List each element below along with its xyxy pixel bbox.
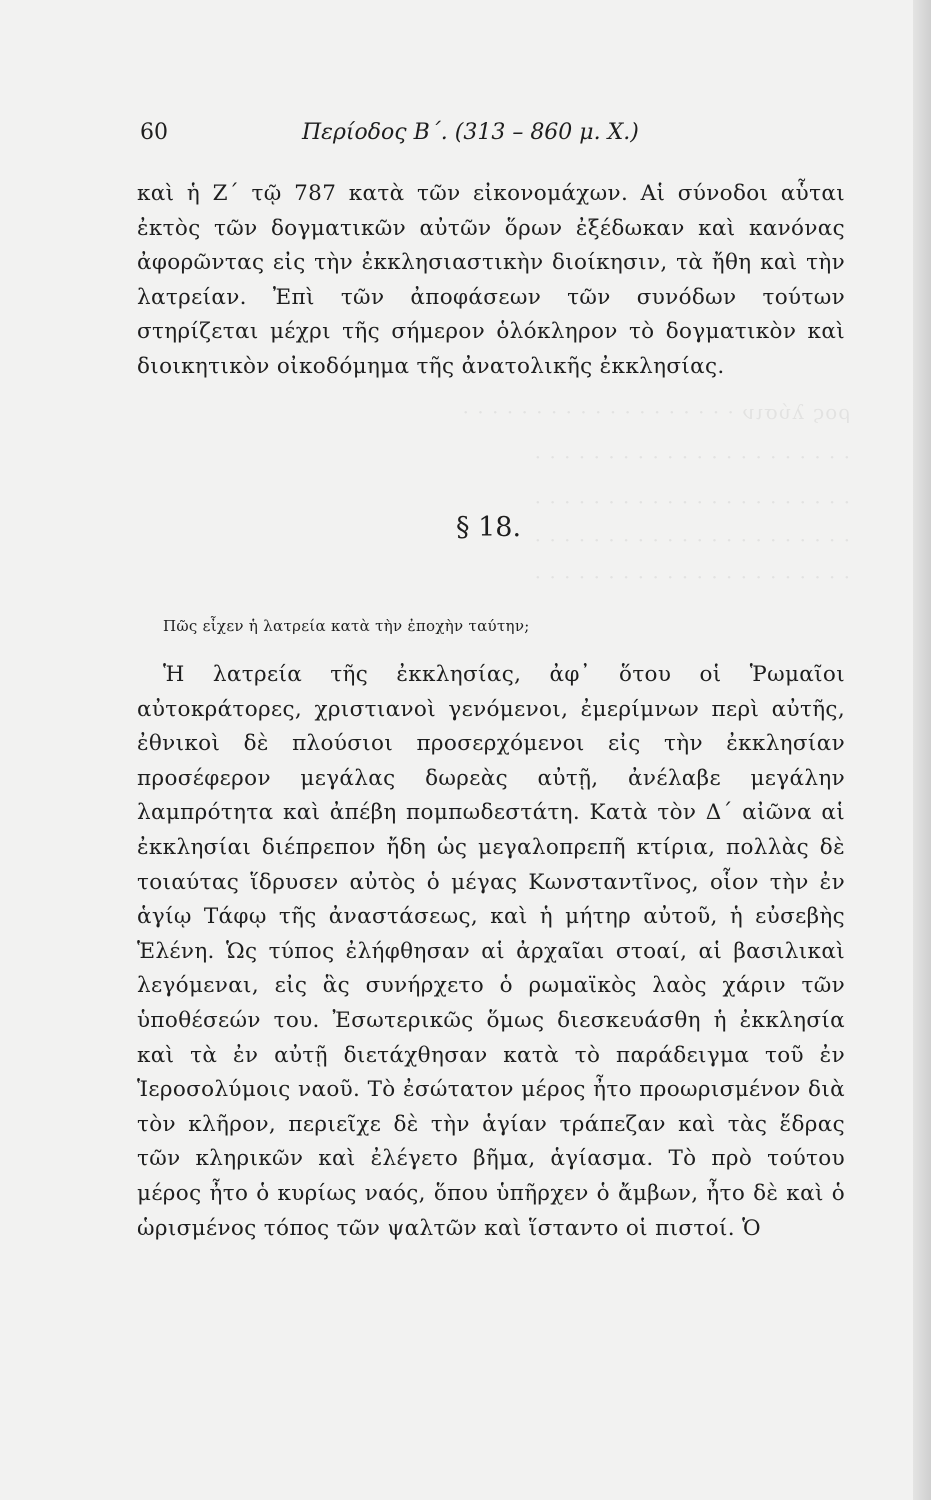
section-heading: § 18. [456,512,522,543]
page-header [140,120,840,156]
show-through-texture: · · · · · · · · · · · · · · · · · · · · · · [533,528,850,552]
paragraph-2: Ἡ λατρεία τῆς ἐκκλησίας, ἀφ᾽ ὅτου οἱ Ῥωμαῖοι αὐτοκράτορες, χριστιανοὶ γενόμενοι, ἐμερίμνων περὶ αὐτῆς, ἐθνικοὶ δὲ πλούσιοι προσερχόμενοι εἰς τὴν ἐκκλησίαν προσέφερον μεγάλας δωρεὰς αὐτῇ, ἀνέλαβε μεγάλην λαμπρότητα καὶ ἀπέβη πομπωδεστάτη. Κατὰ τὸν Δ΄ αἰῶνα αἱ ἐκκλησίαι διέπρεπον ἤδη ὡς μεγαλοπρεπῆ κτίρια, πολλὰς δὲ τοιαύτας ἵδρυσεν αὐτὸς ὁ μέγας Κωνσταντῖνος, οἷον τὴν ἐν ἁγίῳ Τάφῳ τῆς ἀναστάσεως, καὶ ἡ μήτηρ αὐτοῦ, ἡ εὐσεβὴς Ἑλένη. Ὡς τύπος ἐλήφθησαν αἱ ἀρχαῖαι στοαί, αἱ βασιλικαὶ λεγόμεναι, εἰς ἃς συνήρχετο ὁ ρωμαϊκὸς λαὸς χάριν τῶν ὑποθέσεών του. Ἐσωτερικῶς ὅμως διεσκευάσθη ἡ ἐκκλησία καὶ τὰ ἐν αὐτῇ διετάχθησαν κατὰ τὸ παράδειγμα τοῦ ἐν Ἱεροσολύμοις ναοῦ. Τὸ ἐσώτατον μέρος ἦτο προωρισμένον διὰ τὸν κλῆρον, περιεῖχε δὲ τὴν ἁγίαν τράπεζαν καὶ τὰς ἕδρας τῶν κληρικῶν καὶ ἐλέγετο βῆμα, ἁγίασμα. Τὸ πρὸ τούτου μέρος ἦτο ὁ κυρίως ναός, ὅπου ὑπῆρχεν ὁ ἄμβων, ἦτο δὲ καὶ ὁ ὡρισμένος τόπος τῶν ψαλτῶν καὶ ἵσταντο οἱ πιστοί. Ὁ [137,662,845,1241]
running-head: Περίοδος Β΄. (313 – 860 μ. Χ.) [302,120,639,145]
section-question: Πῶς εἶχεν ἡ λατρεία κατὰ τὴν ἐποχὴν ταύτην; [163,617,530,635]
page-edge-shadow [913,0,931,1500]
paragraph-1: καὶ ἡ Ζ΄ τῷ 787 κατὰ τῶν εἰκονομάχων. Αἱ σύνοδοι αὗται ἐκτὸς τῶν δογματικῶν αὐτῶν ὅρων ἐξέδωκαν καὶ κανόνας ἀφορῶντας εἰς τὴν ἐκκλησιαστικὴν διοίκησιν, τὰ ἤθη καὶ τὴν λατρείαν. Ἐπὶ τῶν ἀποφάσεων τῶν συνόδων τούτων στηρίζεται μέχρι τῆς σήμερον ὁλόκληρον τὸ δογματικὸν καὶ διοικητικὸν οἰκοδόμημα τῆς ἀνατολικῆς ἐκκλησίας. [137,181,845,379]
show-through-texture: · · · · · · · · · · · · · · · · · · · · · · [533,565,850,589]
show-through-texture: ρος λύσιν · · · · · · · · · · · · · · · · · · · [461,400,850,424]
show-through-texture: · · · · · · · · · · · · · · · · · · · · · · [533,490,850,514]
page-number: 60 [140,120,168,145]
show-through-texture: · · · · · · · · · · · · · · · · · · · · · · [533,445,850,469]
